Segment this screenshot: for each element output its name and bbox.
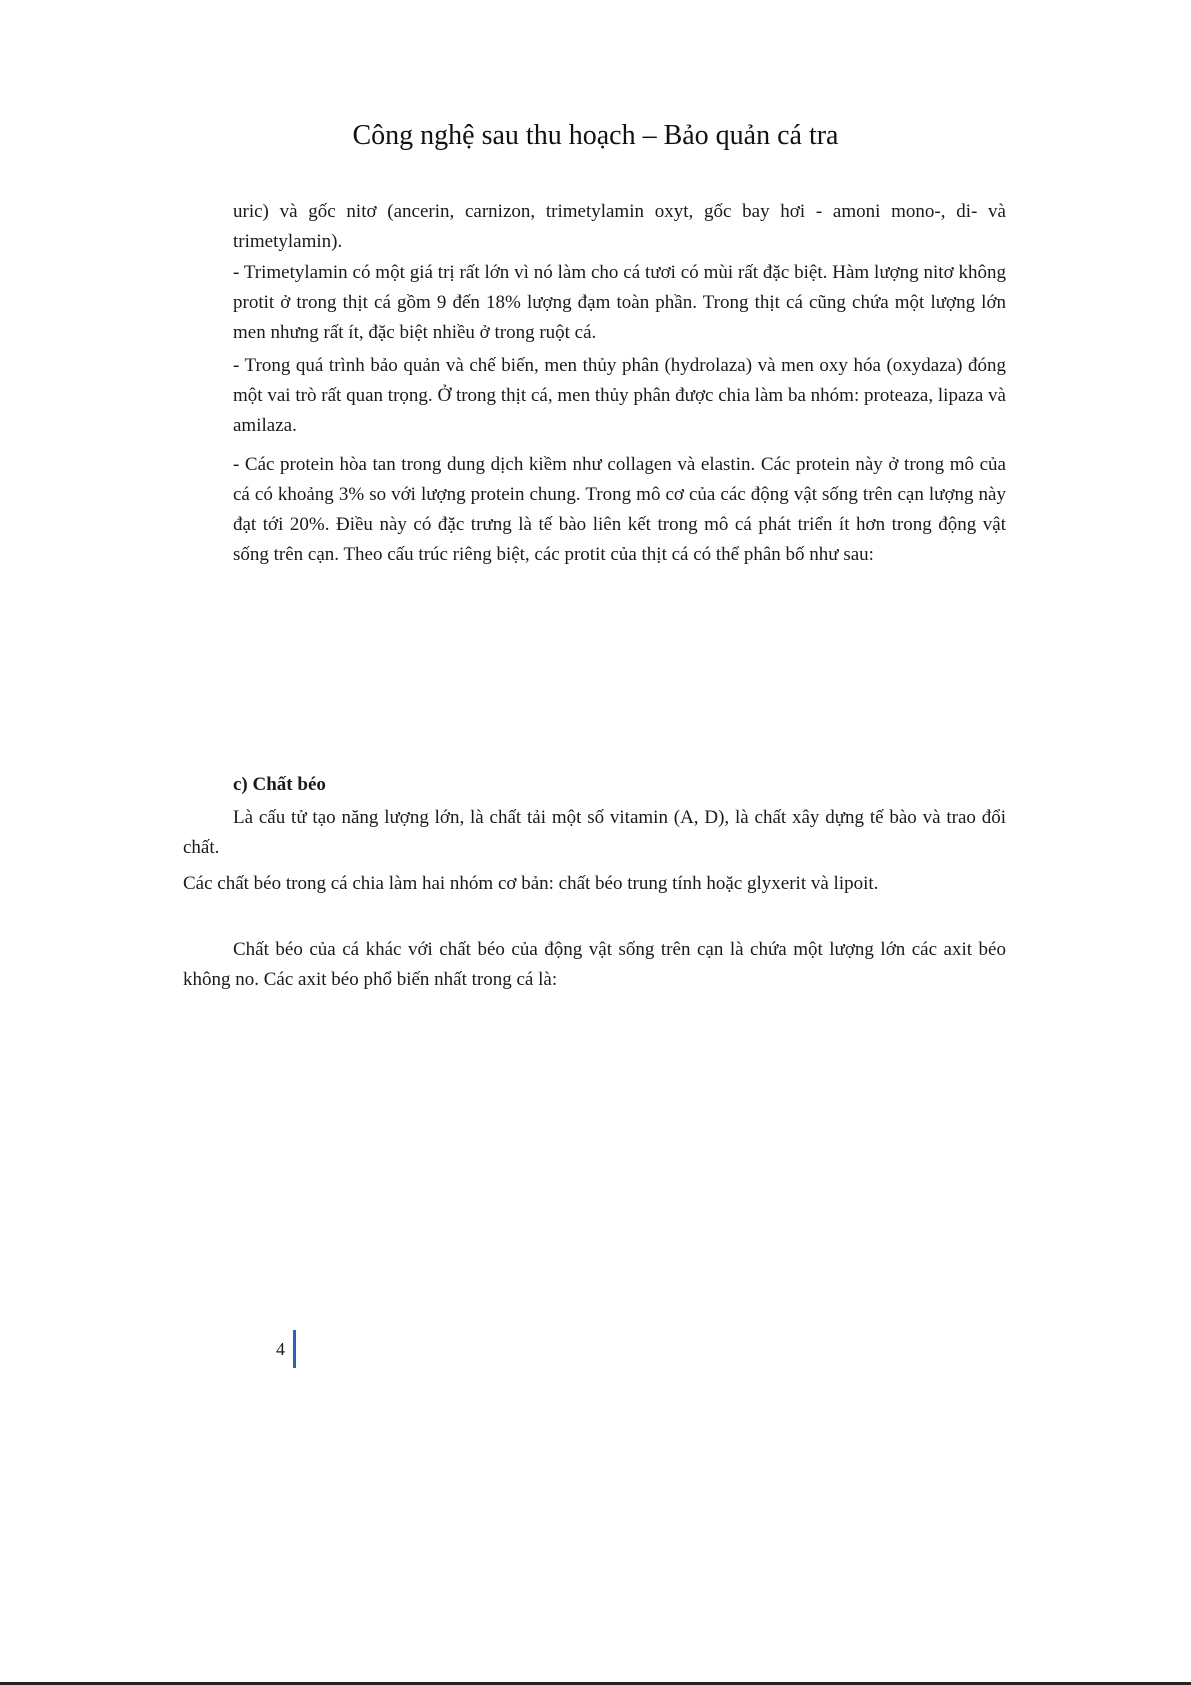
paragraph-fatty-acids: Chất béo của cá khác với chất béo của động vật sống trên cạn là chứa một lượng lớn các axit béo không no. Các axit béo phổ biến nhất trong cá là:: [183, 939, 1006, 990]
page-number: 4: [276, 1339, 285, 1359]
paragraph-enzymes: - Trong quá trình bảo quản và chế biến, men thủy phân (hydrolaza) và men oxy hóa (oxydaza) đóng một vai trò rất quan trọng. Ở trong thịt cá, men thủy phân được chia làm ba nhóm: proteaza, lipaza và amilaza.: [233, 355, 1006, 436]
page-footer: [276, 1330, 296, 1368]
page-header-title: Công nghệ sau thu hoạch – Bảo quản cá tra: [352, 120, 839, 151]
section-heading-fats: c) Chất béo: [233, 774, 326, 795]
paragraph-fat-role: Là cấu tử tạo năng lượng lớn, là chất tải một số vitamin (A, D), là chất xây dựng tế bào và trao đổi chất.: [183, 807, 1006, 858]
page-number-accent-bar: [293, 1330, 296, 1368]
paragraph-nitrogen-bases: uric) và gốc nitơ (ancerin, carnizon, trimetylamin oxyt, gốc bay hơi - amoni mono-, di- và trimetylamin).: [233, 201, 1006, 252]
paragraph-trimetylamin: - Trimetylamin có một giá trị rất lớn vì nó làm cho cá tươi có mùi rất đặc biệt. Hàm lượng nitơ không protit ở trong thịt cá gồm 9 đến 18% lượng đạm toàn phần. Trong thịt cá cũng chứa một lượng lớn men nhưng rất ít, đặc biệt nhiều ở trong ruột cá.: [233, 262, 1006, 343]
paragraph-fat-groups: Các chất béo trong cá chia làm hai nhóm cơ bản: chất béo trung tính hoặc glyxerit và lipoit.: [183, 873, 879, 894]
paragraph-proteins-alkaline: - Các protein hòa tan trong dung dịch kiềm như collagen và elastin. Các protein này ở trong mô của cá có khoảng 3% so với lượng protein chung. Trong mô cơ của các động vật sống trên cạn lượng này đạt tới 20%. Điều này có đặc trưng là tế bào liên kết trong mô cá phát triển ít hơn trong động vật sống trên cạn. Theo cấu trúc riêng biệt, các protit của thịt cá có thể phân bố như sau:: [233, 454, 1006, 565]
